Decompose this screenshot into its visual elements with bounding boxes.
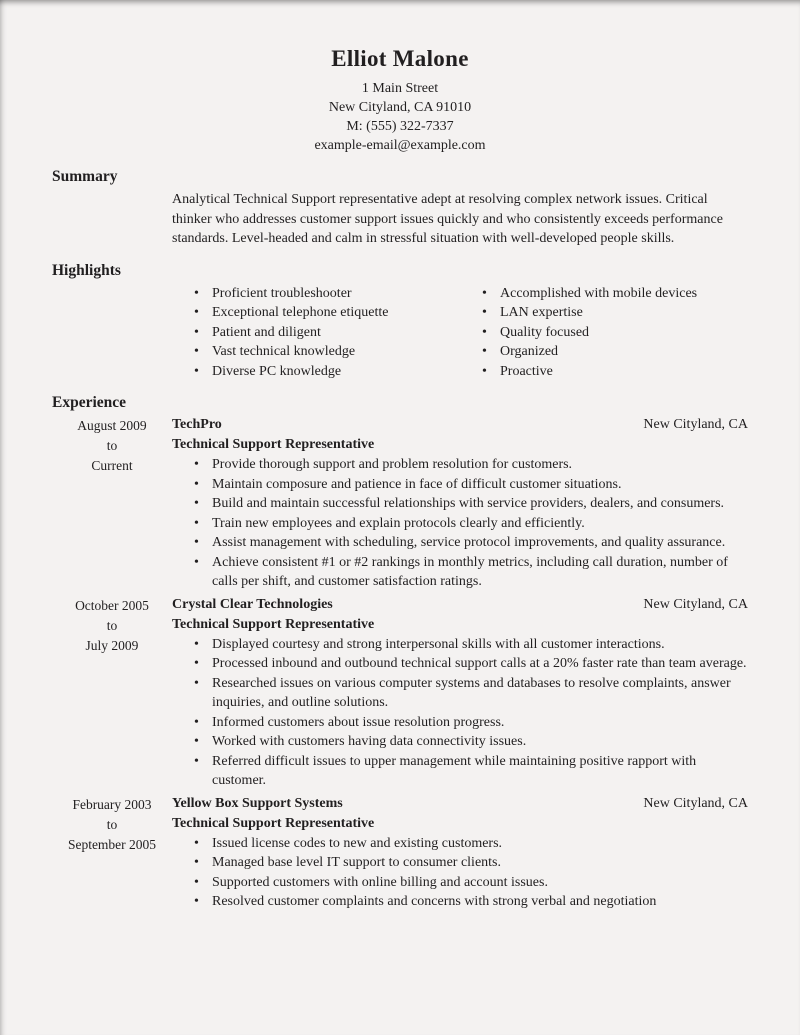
highlight-item: • Organized bbox=[460, 342, 748, 362]
job-date-separator: to bbox=[106, 617, 118, 633]
summary-text: Analytical Technical Support representative adept at resolving complex network issues. Critical thinker who addresses customer support issues quickly and who consistently exceeds performance standards. Level-headed and calm in stressful situation with well-developed people skills. bbox=[172, 192, 723, 246]
job-date-end: July 2009 bbox=[85, 637, 139, 653]
job-date-start: August 2009 bbox=[77, 418, 147, 433]
company-name: Crystal Clear Technologies bbox=[172, 596, 333, 612]
email-address: example-email@example.com bbox=[314, 138, 486, 153]
job-bullet: • Researched issues on various computer systems and databases to resolve complaints, answer inquiries, and outline solutions. bbox=[172, 674, 748, 713]
candidate-name: Elliot Malone bbox=[331, 46, 469, 71]
highlights-columns bbox=[172, 284, 748, 382]
experience-entry bbox=[52, 794, 748, 912]
job-bullet: • Worked with customers having data connectivity issues. bbox=[172, 732, 748, 752]
experience-jobs bbox=[52, 415, 748, 912]
job-date-end: September 2005 bbox=[67, 836, 157, 852]
job-header bbox=[172, 794, 748, 814]
job-title: Technical Support Representative bbox=[172, 437, 375, 452]
company-location: New Cityland, CA bbox=[643, 596, 748, 612]
job-date-separator: to bbox=[106, 438, 118, 453]
job-bullet: • Resolved customer complaints and concerns with strong verbal and negotiation bbox=[172, 892, 748, 912]
company-location: New Cityland, CA bbox=[643, 795, 748, 811]
job-bullet: • Managed base level IT support to consumer clients. bbox=[172, 853, 748, 873]
highlight-item: • Proficient troubleshooter bbox=[172, 284, 460, 304]
company-name: Yellow Box Support Systems bbox=[172, 795, 343, 811]
job-bullet-list bbox=[172, 834, 748, 912]
job-bullet-list bbox=[172, 455, 748, 592]
job-bullet: • Displayed courtesy and strong interpersonal skills with all customer interactions. bbox=[172, 635, 748, 655]
job-title: Technical Support Representative bbox=[172, 815, 375, 831]
job-bullet-list bbox=[172, 635, 748, 791]
highlights-list-right bbox=[460, 284, 748, 382]
job-header bbox=[172, 415, 748, 435]
company-name: TechPro bbox=[172, 417, 222, 432]
highlight-item: • LAN expertise bbox=[460, 303, 748, 323]
summary-heading: Summary bbox=[52, 168, 118, 185]
highlights-section bbox=[52, 261, 748, 382]
summary-section bbox=[52, 167, 748, 249]
phone-number: M: (555) 322-7337 bbox=[346, 119, 454, 134]
experience-entry bbox=[52, 415, 748, 592]
job-title: Technical Support Representative bbox=[172, 616, 375, 632]
highlight-item: • Patient and diligent bbox=[172, 323, 460, 343]
job-date-start: February 2003 bbox=[72, 796, 152, 812]
highlight-item: • Proactive bbox=[460, 362, 748, 382]
company-location: New Cityland, CA bbox=[643, 417, 748, 432]
highlight-item: • Diverse PC knowledge bbox=[172, 362, 460, 382]
job-bullet: • Provide thorough support and problem resolution for customers. bbox=[172, 455, 748, 475]
highlight-item: • Quality focused bbox=[460, 323, 748, 343]
experience-entry bbox=[52, 595, 748, 791]
highlight-item: • Vast technical knowledge bbox=[172, 342, 460, 362]
job-bullet: • Referred difficult issues to upper management while maintaining positive rapport with customer. bbox=[172, 752, 748, 791]
experience-heading: Experience bbox=[52, 394, 127, 411]
job-bullet: • Issued license codes to new and existing customers. bbox=[172, 834, 748, 854]
job-bullet: • Informed customers about issue resolution progress. bbox=[172, 713, 748, 733]
job-date-separator: to bbox=[106, 816, 118, 832]
job-dates bbox=[52, 794, 172, 912]
experience-section bbox=[52, 393, 748, 912]
job-bullet: • Supported customers with online billing and account issues. bbox=[172, 873, 748, 893]
job-date-end: Current bbox=[91, 458, 133, 473]
highlights-list-left bbox=[172, 284, 460, 382]
job-bullet: • Build and maintain successful relationships with service providers, dealers, and consumers. bbox=[172, 494, 748, 514]
highlights-heading: Highlights bbox=[52, 261, 121, 279]
resume-header bbox=[52, 46, 748, 155]
job-bullet: • Processed inbound and outbound technical support calls at a 20% faster rate than team average. bbox=[172, 654, 748, 674]
job-dates bbox=[52, 595, 172, 791]
job-header bbox=[172, 595, 748, 615]
job-dates bbox=[52, 415, 172, 592]
job-bullet: • Assist management with scheduling, service protocol improvements, and quality assurance. bbox=[172, 533, 748, 553]
highlight-item: • Exceptional telephone etiquette bbox=[172, 303, 460, 323]
address-city: New Cityland, CA 91010 bbox=[328, 100, 472, 115]
job-bullet: • Achieve consistent #1 or #2 rankings in monthly metrics, including call duration, number of calls per shift, and customer satisfaction ratings. bbox=[172, 553, 748, 592]
job-date-start: October 2005 bbox=[75, 597, 149, 613]
job-bullet: • Maintain composure and patience in face of difficult customer situations. bbox=[172, 475, 748, 495]
address-street: 1 Main Street bbox=[361, 81, 439, 96]
job-bullet: • Train new employees and explain protocols clearly and efficiently. bbox=[172, 514, 748, 534]
highlight-item: • Accomplished with mobile devices bbox=[460, 284, 748, 304]
